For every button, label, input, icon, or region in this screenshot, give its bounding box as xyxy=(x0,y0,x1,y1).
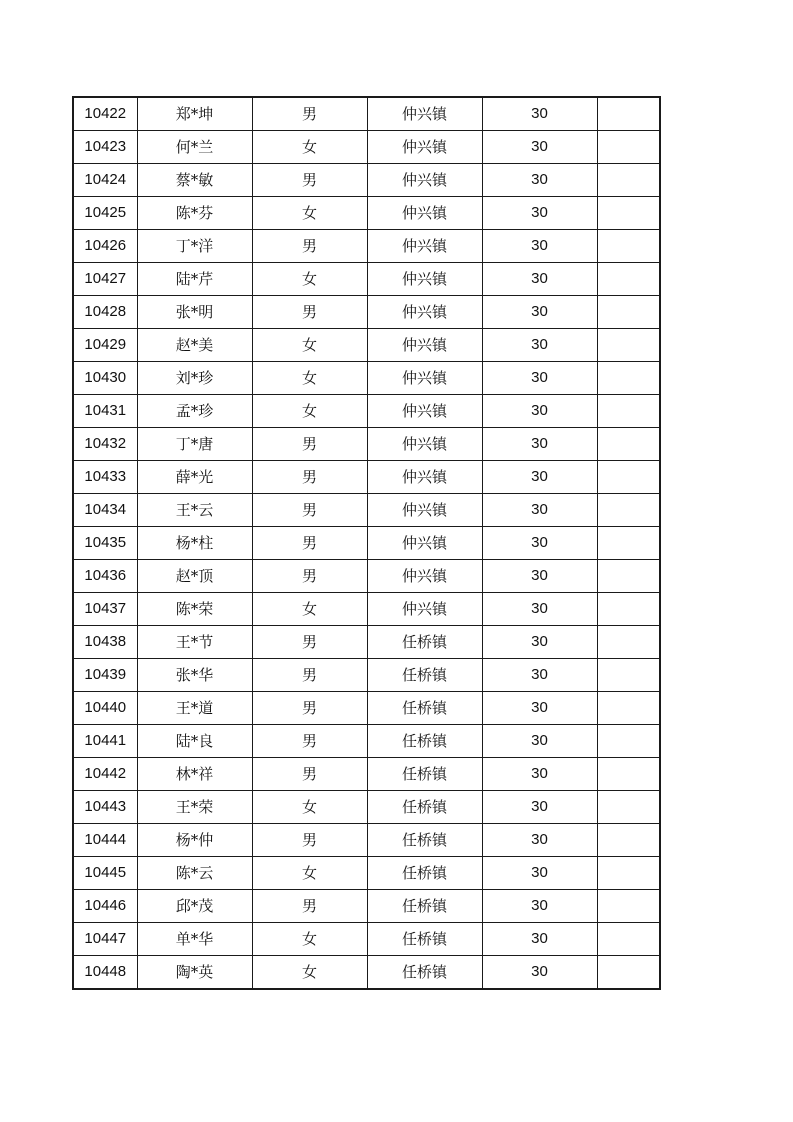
id-cell: 10428 xyxy=(73,296,137,329)
gender-cell: 男 xyxy=(252,692,367,725)
table-row xyxy=(73,956,660,990)
table-row xyxy=(73,329,660,362)
name-cell: 杨*仲 xyxy=(137,824,252,857)
gender-cell: 男 xyxy=(252,824,367,857)
remark-cell xyxy=(597,956,660,990)
town-cell: 任桥镇 xyxy=(367,791,482,824)
gender-cell: 男 xyxy=(252,97,367,131)
amount-cell: 30 xyxy=(482,329,597,362)
name-cell: 丁*洋 xyxy=(137,230,252,263)
remark-cell xyxy=(597,890,660,923)
remark-cell xyxy=(597,296,660,329)
remark-cell xyxy=(597,263,660,296)
remark-cell xyxy=(597,626,660,659)
name-cell: 林*祥 xyxy=(137,758,252,791)
gender-cell: 女 xyxy=(252,263,367,296)
name-cell: 陶*英 xyxy=(137,956,252,990)
id-cell: 10438 xyxy=(73,626,137,659)
town-cell: 仲兴镇 xyxy=(367,296,482,329)
amount-cell: 30 xyxy=(482,692,597,725)
gender-cell: 女 xyxy=(252,593,367,626)
table-row xyxy=(73,97,660,131)
id-cell: 10445 xyxy=(73,857,137,890)
table-row xyxy=(73,527,660,560)
gender-cell: 女 xyxy=(252,857,367,890)
id-cell: 10429 xyxy=(73,329,137,362)
name-cell: 陈*芬 xyxy=(137,197,252,230)
town-cell: 任桥镇 xyxy=(367,626,482,659)
id-cell: 10432 xyxy=(73,428,137,461)
town-cell: 任桥镇 xyxy=(367,956,482,990)
amount-cell: 30 xyxy=(482,263,597,296)
table-row xyxy=(73,626,660,659)
gender-cell: 女 xyxy=(252,329,367,362)
amount-cell: 30 xyxy=(482,494,597,527)
name-cell: 陈*云 xyxy=(137,857,252,890)
remark-cell xyxy=(597,824,660,857)
table-row xyxy=(73,725,660,758)
id-cell: 10437 xyxy=(73,593,137,626)
table-row xyxy=(73,560,660,593)
id-cell: 10441 xyxy=(73,725,137,758)
id-cell: 10431 xyxy=(73,395,137,428)
amount-cell: 30 xyxy=(482,97,597,131)
name-cell: 赵*顶 xyxy=(137,560,252,593)
gender-cell: 男 xyxy=(252,626,367,659)
remark-cell xyxy=(597,560,660,593)
town-cell: 任桥镇 xyxy=(367,725,482,758)
table-row xyxy=(73,494,660,527)
amount-cell: 30 xyxy=(482,890,597,923)
id-cell: 10424 xyxy=(73,164,137,197)
town-cell: 任桥镇 xyxy=(367,659,482,692)
name-cell: 王*荣 xyxy=(137,791,252,824)
gender-cell: 女 xyxy=(252,395,367,428)
name-cell: 单*华 xyxy=(137,923,252,956)
name-cell: 蔡*敏 xyxy=(137,164,252,197)
town-cell: 任桥镇 xyxy=(367,923,482,956)
gender-cell: 男 xyxy=(252,560,367,593)
amount-cell: 30 xyxy=(482,230,597,263)
remark-cell xyxy=(597,230,660,263)
amount-cell: 30 xyxy=(482,131,597,164)
amount-cell: 30 xyxy=(482,758,597,791)
id-cell: 10434 xyxy=(73,494,137,527)
record-table xyxy=(72,96,661,990)
table-row xyxy=(73,692,660,725)
gender-cell: 男 xyxy=(252,461,367,494)
amount-cell: 30 xyxy=(482,428,597,461)
gender-cell: 男 xyxy=(252,659,367,692)
amount-cell: 30 xyxy=(482,296,597,329)
id-cell: 10443 xyxy=(73,791,137,824)
table-row xyxy=(73,659,660,692)
table-row xyxy=(73,296,660,329)
id-cell: 10422 xyxy=(73,97,137,131)
gender-cell: 男 xyxy=(252,527,367,560)
town-cell: 任桥镇 xyxy=(367,692,482,725)
gender-cell: 男 xyxy=(252,164,367,197)
id-cell: 10423 xyxy=(73,131,137,164)
gender-cell: 男 xyxy=(252,296,367,329)
gender-cell: 男 xyxy=(252,428,367,461)
remark-cell xyxy=(597,131,660,164)
town-cell: 仲兴镇 xyxy=(367,197,482,230)
town-cell: 仲兴镇 xyxy=(367,560,482,593)
name-cell: 陆*良 xyxy=(137,725,252,758)
id-cell: 10440 xyxy=(73,692,137,725)
amount-cell: 30 xyxy=(482,956,597,990)
remark-cell xyxy=(597,362,660,395)
table-row xyxy=(73,428,660,461)
amount-cell: 30 xyxy=(482,593,597,626)
town-cell: 仲兴镇 xyxy=(367,428,482,461)
amount-cell: 30 xyxy=(482,395,597,428)
remark-cell xyxy=(597,428,660,461)
amount-cell: 30 xyxy=(482,461,597,494)
name-cell: 薛*光 xyxy=(137,461,252,494)
amount-cell: 30 xyxy=(482,626,597,659)
table-row xyxy=(73,197,660,230)
remark-cell xyxy=(597,164,660,197)
gender-cell: 男 xyxy=(252,758,367,791)
town-cell: 仲兴镇 xyxy=(367,461,482,494)
name-cell: 王*道 xyxy=(137,692,252,725)
town-cell: 仲兴镇 xyxy=(367,395,482,428)
id-cell: 10436 xyxy=(73,560,137,593)
remark-cell xyxy=(597,197,660,230)
name-cell: 陈*荣 xyxy=(137,593,252,626)
town-cell: 仲兴镇 xyxy=(367,593,482,626)
town-cell: 仲兴镇 xyxy=(367,164,482,197)
amount-cell: 30 xyxy=(482,197,597,230)
id-cell: 10447 xyxy=(73,923,137,956)
name-cell: 郑*坤 xyxy=(137,97,252,131)
remark-cell xyxy=(597,791,660,824)
amount-cell: 30 xyxy=(482,824,597,857)
id-cell: 10444 xyxy=(73,824,137,857)
name-cell: 王*云 xyxy=(137,494,252,527)
name-cell: 王*节 xyxy=(137,626,252,659)
gender-cell: 女 xyxy=(252,956,367,990)
town-cell: 仲兴镇 xyxy=(367,527,482,560)
amount-cell: 30 xyxy=(482,362,597,395)
amount-cell: 30 xyxy=(482,791,597,824)
id-cell: 10430 xyxy=(73,362,137,395)
town-cell: 仲兴镇 xyxy=(367,494,482,527)
table-row xyxy=(73,131,660,164)
gender-cell: 男 xyxy=(252,890,367,923)
id-cell: 10433 xyxy=(73,461,137,494)
gender-cell: 女 xyxy=(252,923,367,956)
name-cell: 赵*美 xyxy=(137,329,252,362)
remark-cell xyxy=(597,395,660,428)
town-cell: 仲兴镇 xyxy=(367,263,482,296)
name-cell: 杨*柱 xyxy=(137,527,252,560)
remark-cell xyxy=(597,692,660,725)
table-row xyxy=(73,758,660,791)
name-cell: 何*兰 xyxy=(137,131,252,164)
table-row xyxy=(73,824,660,857)
name-cell: 陆*芹 xyxy=(137,263,252,296)
id-cell: 10426 xyxy=(73,230,137,263)
remark-cell xyxy=(597,461,660,494)
table-row xyxy=(73,164,660,197)
id-cell: 10439 xyxy=(73,659,137,692)
amount-cell: 30 xyxy=(482,659,597,692)
town-cell: 仲兴镇 xyxy=(367,131,482,164)
town-cell: 任桥镇 xyxy=(367,758,482,791)
remark-cell xyxy=(597,659,660,692)
name-cell: 孟*珍 xyxy=(137,395,252,428)
remark-cell xyxy=(597,725,660,758)
amount-cell: 30 xyxy=(482,923,597,956)
record-table-body xyxy=(73,97,660,989)
remark-cell xyxy=(597,758,660,791)
remark-cell xyxy=(597,923,660,956)
gender-cell: 男 xyxy=(252,230,367,263)
gender-cell: 男 xyxy=(252,725,367,758)
town-cell: 仲兴镇 xyxy=(367,362,482,395)
gender-cell: 女 xyxy=(252,131,367,164)
name-cell: 刘*珍 xyxy=(137,362,252,395)
name-cell: 张*明 xyxy=(137,296,252,329)
town-cell: 任桥镇 xyxy=(367,857,482,890)
table-row xyxy=(73,593,660,626)
name-cell: 丁*唐 xyxy=(137,428,252,461)
town-cell: 仲兴镇 xyxy=(367,329,482,362)
table-row xyxy=(73,461,660,494)
remark-cell xyxy=(597,494,660,527)
id-cell: 10427 xyxy=(73,263,137,296)
table-row xyxy=(73,890,660,923)
table-row xyxy=(73,923,660,956)
gender-cell: 女 xyxy=(252,362,367,395)
town-cell: 仲兴镇 xyxy=(367,97,482,131)
table-row xyxy=(73,230,660,263)
gender-cell: 男 xyxy=(252,494,367,527)
town-cell: 任桥镇 xyxy=(367,890,482,923)
remark-cell xyxy=(597,329,660,362)
table-row xyxy=(73,791,660,824)
remark-cell xyxy=(597,97,660,131)
id-cell: 10435 xyxy=(73,527,137,560)
id-cell: 10446 xyxy=(73,890,137,923)
amount-cell: 30 xyxy=(482,725,597,758)
table-row xyxy=(73,263,660,296)
id-cell: 10442 xyxy=(73,758,137,791)
remark-cell xyxy=(597,857,660,890)
amount-cell: 30 xyxy=(482,527,597,560)
gender-cell: 女 xyxy=(252,791,367,824)
remark-cell xyxy=(597,593,660,626)
table-row xyxy=(73,362,660,395)
name-cell: 邱*茂 xyxy=(137,890,252,923)
id-cell: 10425 xyxy=(73,197,137,230)
table-row xyxy=(73,395,660,428)
name-cell: 张*华 xyxy=(137,659,252,692)
remark-cell xyxy=(597,527,660,560)
table-row xyxy=(73,857,660,890)
town-cell: 仲兴镇 xyxy=(367,230,482,263)
gender-cell: 女 xyxy=(252,197,367,230)
amount-cell: 30 xyxy=(482,857,597,890)
town-cell: 任桥镇 xyxy=(367,824,482,857)
id-cell: 10448 xyxy=(73,956,137,990)
amount-cell: 30 xyxy=(482,560,597,593)
amount-cell: 30 xyxy=(482,164,597,197)
